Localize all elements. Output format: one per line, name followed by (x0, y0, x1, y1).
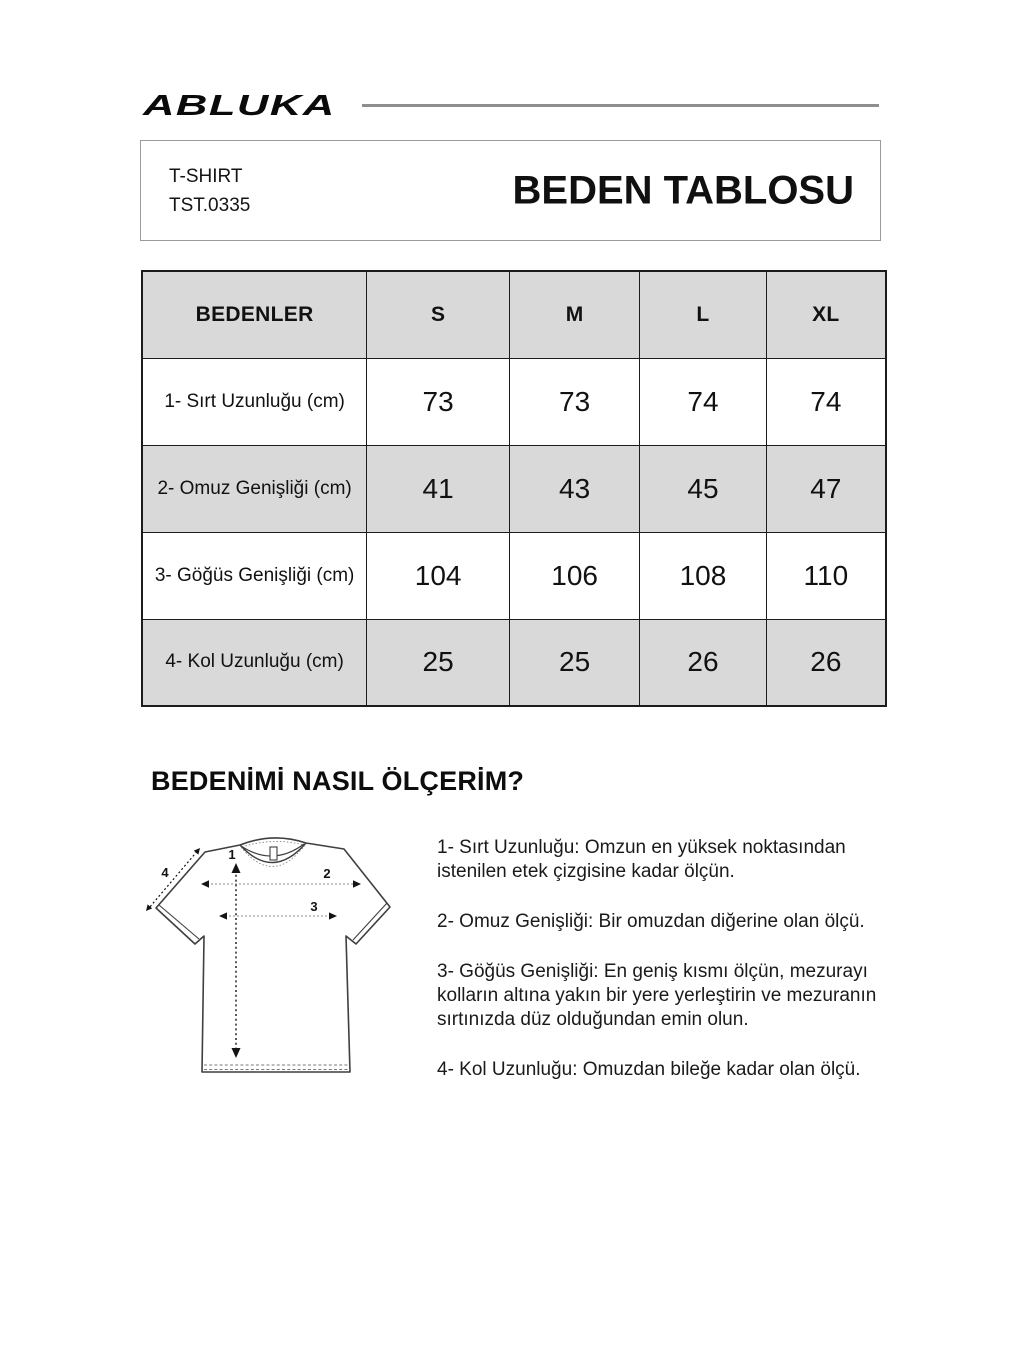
column-header: XL (766, 271, 886, 358)
measure-value: 25 (510, 619, 640, 706)
instruction-line: 3- Göğüs Genişliği: En geniş kısmı ölçün, mezurayı (437, 961, 868, 982)
measure-value: 73 (510, 358, 640, 445)
measure-value: 45 (640, 445, 766, 532)
table-row (142, 358, 886, 445)
diagram-label-sleeve-length: 4 (161, 865, 169, 880)
measurement-instructions (437, 836, 917, 1082)
measure-value: 73 (367, 358, 510, 445)
measure-value: 106 (510, 532, 640, 619)
table-row (142, 445, 886, 532)
measure-label: 1- Sırt Uzunluğu (cm) (142, 358, 367, 445)
size-table (141, 270, 887, 707)
measure-value: 25 (367, 619, 510, 706)
measure-label: 4- Kol Uzunluğu (cm) (142, 619, 367, 706)
product-info (169, 162, 250, 220)
measure-value: 26 (766, 619, 886, 706)
table-row (142, 532, 886, 619)
instruction-back-length (437, 836, 917, 884)
diagram-label-back-length: 1 (228, 847, 236, 862)
measure-value: 74 (766, 358, 886, 445)
column-header: BEDENLER (142, 271, 367, 358)
instruction-line: sırtınızda düz olduğundan emin olun. (437, 1009, 749, 1030)
tshirt-outline (156, 838, 390, 1072)
measure-value: 110 (766, 532, 886, 619)
instruction-line: 2- Omuz Genişliği: Bir omuzdan diğerine olan ölçü. (437, 911, 865, 932)
product-name: T-SHIRT (169, 166, 243, 187)
page-title: BEDEN TABLOSU (512, 168, 854, 212)
measure-value: 47 (766, 445, 886, 532)
product-code: TST.0335 (169, 195, 251, 216)
measure-value: 108 (640, 532, 766, 619)
instruction-chest-width (437, 960, 917, 1032)
measure-value: 104 (367, 532, 510, 619)
tshirt-measurement-diagram (132, 820, 432, 1100)
measure-value: 41 (367, 445, 510, 532)
brand-logo: ABLUKA (143, 90, 336, 122)
instruction-line: istenilen etek çizgisine kadar ölçün. (437, 861, 735, 882)
header-rule-line (362, 104, 879, 107)
size-table-header-row (142, 271, 886, 358)
title-box (140, 140, 881, 241)
column-header: L (640, 271, 766, 358)
instruction-sleeve-length (437, 1058, 917, 1082)
instruction-line: kolların altına yakın bir yere yerleştirin ve mezuranın (437, 985, 877, 1006)
arrowhead-upper (194, 848, 200, 855)
column-header: S (367, 271, 510, 358)
instruction-shoulder-width (437, 910, 917, 934)
measure-label: 2- Omuz Genişliği (cm) (142, 445, 367, 532)
collar-tag (270, 847, 277, 860)
instruction-line: 1- Sırt Uzunluğu: Omzun en yüksek noktasından (437, 837, 846, 858)
measure-value: 43 (510, 445, 640, 532)
instruction-line: 4- Kol Uzunluğu: Omuzdan bileğe kadar olan ölçü. (437, 1059, 861, 1080)
diagram-label-shoulder-width: 2 (323, 866, 331, 881)
table-row (142, 619, 886, 706)
how-to-title: BEDENİMİ NASIL ÖLÇERİM? (151, 766, 525, 796)
measure-label: 3- Göğüs Genişliği (cm) (142, 532, 367, 619)
measure-value: 26 (640, 619, 766, 706)
measure-value: 74 (640, 358, 766, 445)
column-header: M (510, 271, 640, 358)
diagram-label-chest-width: 3 (310, 899, 318, 914)
